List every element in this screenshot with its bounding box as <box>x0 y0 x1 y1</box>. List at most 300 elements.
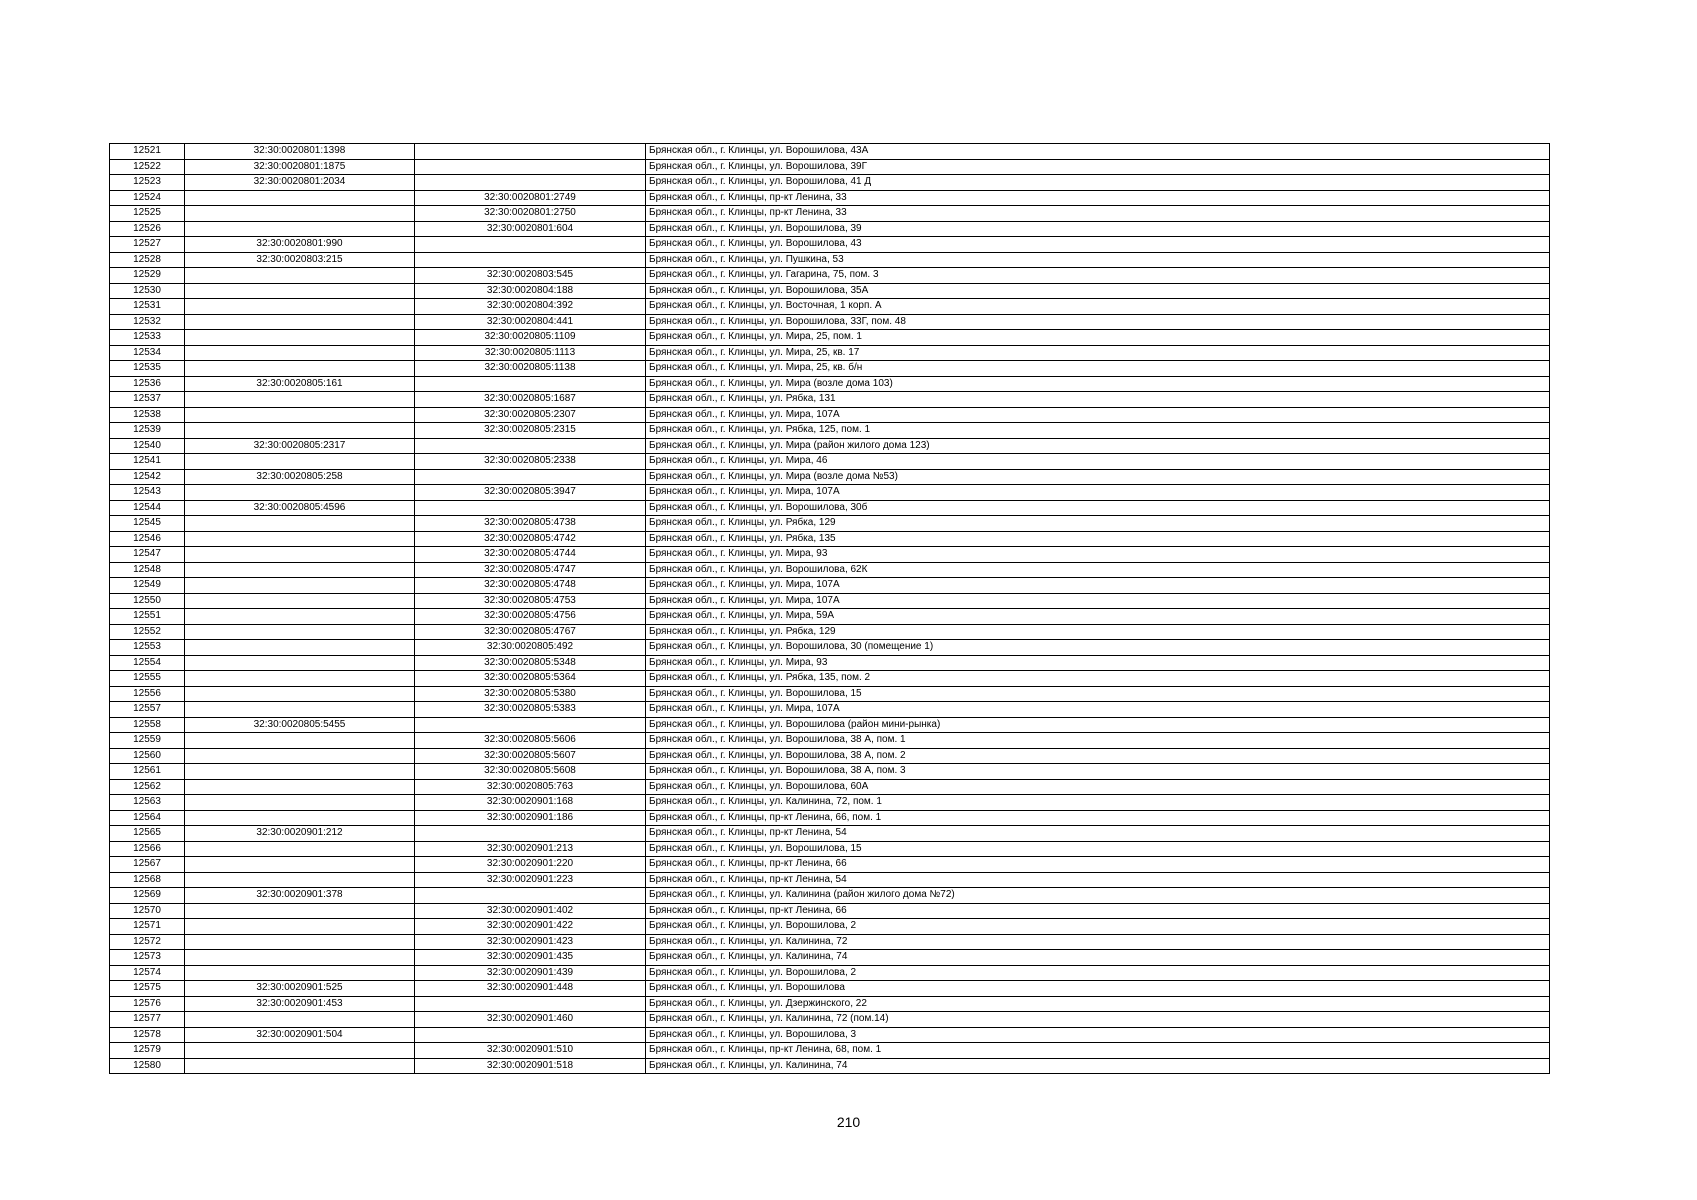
address-cell: Брянская обл., г. Клинцы, ул. Мира, 25, кв. 17 <box>646 345 1550 361</box>
row-number-cell: 12562 <box>110 779 185 795</box>
row-number-cell: 12528 <box>110 252 185 268</box>
address-cell: Брянская обл., г. Клинцы, ул. Ворошилова, 41 Д <box>646 175 1550 191</box>
land-cadastral-number-cell: 32:30:0020901:504 <box>185 1027 415 1043</box>
address-cell: Брянская обл., г. Клинцы, ул. Калинина (район жилого дома №72) <box>646 888 1550 904</box>
building-cadastral-number-cell: 32:30:0020801:604 <box>415 221 646 237</box>
address-cell: Брянская обл., г. Клинцы, пр-кт Ленина, 54 <box>646 826 1550 842</box>
land-cadastral-number-cell: 32:30:0020801:2034 <box>185 175 415 191</box>
land-cadastral-number-cell <box>185 392 415 408</box>
address-cell: Брянская обл., г. Клинцы, ул. Калинина, 74 <box>646 950 1550 966</box>
building-cadastral-number-cell: 32:30:0020805:1687 <box>415 392 646 408</box>
table-row <box>110 748 1550 764</box>
building-cadastral-number-cell: 32:30:0020805:1138 <box>415 361 646 377</box>
address-cell: Брянская обл., г. Клинцы, ул. Мира, 93 <box>646 655 1550 671</box>
land-cadastral-number-cell <box>185 485 415 501</box>
address-cell: Брянская обл., г. Клинцы, ул. Рябка, 129 <box>646 624 1550 640</box>
row-number-cell: 12533 <box>110 330 185 346</box>
address-cell: Брянская обл., г. Клинцы, ул. Калинина, 74 <box>646 1058 1550 1074</box>
land-cadastral-number-cell <box>185 702 415 718</box>
table-row <box>110 500 1550 516</box>
address-cell: Брянская обл., г. Клинцы, ул. Мира, 107А <box>646 407 1550 423</box>
address-cell: Брянская обл., г. Клинцы, ул. Рябка, 135 <box>646 531 1550 547</box>
table-row <box>110 934 1550 950</box>
land-cadastral-number-cell <box>185 206 415 222</box>
building-cadastral-number-cell <box>415 159 646 175</box>
land-cadastral-number-cell <box>185 624 415 640</box>
row-number-cell: 12559 <box>110 733 185 749</box>
table-row <box>110 578 1550 594</box>
building-cadastral-number-cell <box>415 237 646 253</box>
row-number-cell: 12550 <box>110 593 185 609</box>
row-number-cell: 12569 <box>110 888 185 904</box>
land-cadastral-number-cell: 32:30:0020801:1398 <box>185 144 415 160</box>
table-row <box>110 981 1550 997</box>
row-number-cell: 12580 <box>110 1058 185 1074</box>
table-row <box>110 252 1550 268</box>
table-row <box>110 299 1550 315</box>
table-row <box>110 810 1550 826</box>
land-cadastral-number-cell <box>185 516 415 532</box>
building-cadastral-number-cell: 32:30:0020805:4744 <box>415 547 646 563</box>
address-cell: Брянская обл., г. Клинцы, ул. Ворошилова, 43А <box>646 144 1550 160</box>
land-cadastral-number-cell <box>185 578 415 594</box>
land-cadastral-number-cell: 32:30:0020901:453 <box>185 996 415 1012</box>
row-number-cell: 12546 <box>110 531 185 547</box>
table-row <box>110 733 1550 749</box>
row-number-cell: 12536 <box>110 376 185 392</box>
row-number-cell: 12561 <box>110 764 185 780</box>
land-cadastral-number-cell <box>185 593 415 609</box>
building-cadastral-number-cell <box>415 888 646 904</box>
table-row <box>110 283 1550 299</box>
address-cell: Брянская обл., г. Клинцы, ул. Дзержинского, 22 <box>646 996 1550 1012</box>
row-number-cell: 12560 <box>110 748 185 764</box>
table-row <box>110 671 1550 687</box>
row-number-cell: 12530 <box>110 283 185 299</box>
row-number-cell: 12531 <box>110 299 185 315</box>
address-cell: Брянская обл., г. Клинцы, ул. Калинина, 72, пом. 1 <box>646 795 1550 811</box>
register-table-body <box>110 144 1550 1074</box>
table-row <box>110 1012 1550 1028</box>
land-cadastral-number-cell <box>185 345 415 361</box>
building-cadastral-number-cell <box>415 438 646 454</box>
land-cadastral-number-cell: 32:30:0020901:378 <box>185 888 415 904</box>
land-cadastral-number-cell <box>185 190 415 206</box>
row-number-cell: 12539 <box>110 423 185 439</box>
row-number-cell: 12542 <box>110 469 185 485</box>
building-cadastral-number-cell <box>415 826 646 842</box>
building-cadastral-number-cell: 32:30:0020805:5606 <box>415 733 646 749</box>
land-cadastral-number-cell: 32:30:0020805:5455 <box>185 717 415 733</box>
table-row <box>110 655 1550 671</box>
row-number-cell: 12573 <box>110 950 185 966</box>
address-cell: Брянская обл., г. Клинцы, ул. Мира (возле дома 103) <box>646 376 1550 392</box>
row-number-cell: 12566 <box>110 841 185 857</box>
address-cell: Брянская обл., г. Клинцы, ул. Ворошилова (район мини-рынка) <box>646 717 1550 733</box>
table-row <box>110 965 1550 981</box>
land-cadastral-number-cell <box>185 454 415 470</box>
table-row <box>110 903 1550 919</box>
address-cell: Брянская обл., г. Клинцы, ул. Рябка, 129 <box>646 516 1550 532</box>
building-cadastral-number-cell: 32:30:0020901:460 <box>415 1012 646 1028</box>
address-cell: Брянская обл., г. Клинцы, ул. Рябка, 125, пом. 1 <box>646 423 1550 439</box>
building-cadastral-number-cell: 32:30:0020805:4748 <box>415 578 646 594</box>
page-number: 210 <box>836 1114 861 1130</box>
address-cell: Брянская обл., г. Клинцы, ул. Мира, 59А <box>646 609 1550 625</box>
land-cadastral-number-cell <box>185 1058 415 1074</box>
address-cell: Брянская обл., г. Клинцы, ул. Ворошилова, 2 <box>646 919 1550 935</box>
row-number-cell: 12565 <box>110 826 185 842</box>
building-cadastral-number-cell <box>415 469 646 485</box>
address-cell: Брянская обл., г. Клинцы, ул. Ворошилова, 38 А, пом. 3 <box>646 764 1550 780</box>
building-cadastral-number-cell: 32:30:0020801:2750 <box>415 206 646 222</box>
row-number-cell: 12527 <box>110 237 185 253</box>
row-number-cell: 12538 <box>110 407 185 423</box>
row-number-cell: 12547 <box>110 547 185 563</box>
address-cell: Брянская обл., г. Клинцы, ул. Ворошилова, 39Г <box>646 159 1550 175</box>
table-row <box>110 547 1550 563</box>
building-cadastral-number-cell: 32:30:0020901:168 <box>415 795 646 811</box>
land-cadastral-number-cell <box>185 857 415 873</box>
table-row <box>110 438 1550 454</box>
building-cadastral-number-cell: 32:30:0020901:402 <box>415 903 646 919</box>
row-number-cell: 12579 <box>110 1043 185 1059</box>
row-number-cell: 12556 <box>110 686 185 702</box>
table-row <box>110 795 1550 811</box>
building-cadastral-number-cell: 32:30:0020805:1109 <box>415 330 646 346</box>
address-cell: Брянская обл., г. Клинцы, ул. Гагарина, 75, пом. 3 <box>646 268 1550 284</box>
row-number-cell: 12570 <box>110 903 185 919</box>
land-cadastral-number-cell <box>185 795 415 811</box>
building-cadastral-number-cell: 32:30:0020805:763 <box>415 779 646 795</box>
building-cadastral-number-cell: 32:30:0020805:3947 <box>415 485 646 501</box>
land-cadastral-number-cell <box>185 531 415 547</box>
land-cadastral-number-cell <box>185 950 415 966</box>
building-cadastral-number-cell <box>415 252 646 268</box>
building-cadastral-number-cell: 32:30:0020803:545 <box>415 268 646 284</box>
land-cadastral-number-cell: 32:30:0020801:1875 <box>185 159 415 175</box>
building-cadastral-number-cell: 32:30:0020804:441 <box>415 314 646 330</box>
table-row <box>110 531 1550 547</box>
row-number-cell: 12526 <box>110 221 185 237</box>
row-number-cell: 12571 <box>110 919 185 935</box>
building-cadastral-number-cell: 32:30:0020901:448 <box>415 981 646 997</box>
land-cadastral-number-cell <box>185 1012 415 1028</box>
building-cadastral-number-cell: 32:30:0020901:435 <box>415 950 646 966</box>
land-cadastral-number-cell <box>185 965 415 981</box>
land-cadastral-number-cell <box>185 640 415 656</box>
row-number-cell: 12537 <box>110 392 185 408</box>
table-row <box>110 206 1550 222</box>
table-row <box>110 919 1550 935</box>
building-cadastral-number-cell <box>415 717 646 733</box>
land-cadastral-number-cell <box>185 686 415 702</box>
building-cadastral-number-cell <box>415 1027 646 1043</box>
building-cadastral-number-cell: 32:30:0020805:4767 <box>415 624 646 640</box>
table-row <box>110 640 1550 656</box>
address-cell: Брянская обл., г. Клинцы, ул. Мира, 107А <box>646 578 1550 594</box>
row-number-cell: 12548 <box>110 562 185 578</box>
table-row <box>110 144 1550 160</box>
row-number-cell: 12545 <box>110 516 185 532</box>
address-cell: Брянская обл., г. Клинцы, ул. Пушкина, 53 <box>646 252 1550 268</box>
address-cell: Брянская обл., г. Клинцы, ул. Калинина, 72 (пом.14) <box>646 1012 1550 1028</box>
building-cadastral-number-cell: 32:30:0020805:5380 <box>415 686 646 702</box>
address-cell: Брянская обл., г. Клинцы, ул. Мира (район жилого дома 123) <box>646 438 1550 454</box>
row-number-cell: 12521 <box>110 144 185 160</box>
table-row <box>110 593 1550 609</box>
table-row <box>110 268 1550 284</box>
land-cadastral-number-cell <box>185 748 415 764</box>
row-number-cell: 12532 <box>110 314 185 330</box>
address-cell: Брянская обл., г. Клинцы, ул. Калинина, 72 <box>646 934 1550 950</box>
building-cadastral-number-cell: 32:30:0020805:2338 <box>415 454 646 470</box>
table-row <box>110 624 1550 640</box>
table-row <box>110 361 1550 377</box>
building-cadastral-number-cell: 32:30:0020901:213 <box>415 841 646 857</box>
land-cadastral-number-cell <box>185 671 415 687</box>
address-cell: Брянская обл., г. Клинцы, пр-кт Ленина, 33 <box>646 206 1550 222</box>
address-cell: Брянская обл., г. Клинцы, ул. Ворошилова, 2 <box>646 965 1550 981</box>
table-row <box>110 562 1550 578</box>
building-cadastral-number-cell <box>415 500 646 516</box>
building-cadastral-number-cell: 32:30:0020805:4747 <box>415 562 646 578</box>
building-cadastral-number-cell: 32:30:0020805:5348 <box>415 655 646 671</box>
address-cell: Брянская обл., г. Клинцы, ул. Рябка, 135, пом. 2 <box>646 671 1550 687</box>
address-cell: Брянская обл., г. Клинцы, ул. Восточная, 1 корп. А <box>646 299 1550 315</box>
land-cadastral-number-cell: 32:30:0020805:258 <box>185 469 415 485</box>
table-row <box>110 702 1550 718</box>
land-cadastral-number-cell <box>185 872 415 888</box>
row-number-cell: 12525 <box>110 206 185 222</box>
row-number-cell: 12524 <box>110 190 185 206</box>
land-cadastral-number-cell: 32:30:0020803:215 <box>185 252 415 268</box>
building-cadastral-number-cell: 32:30:0020805:1113 <box>415 345 646 361</box>
land-cadastral-number-cell <box>185 841 415 857</box>
row-number-cell: 12551 <box>110 609 185 625</box>
building-cadastral-number-cell: 32:30:0020805:5383 <box>415 702 646 718</box>
address-cell: Брянская обл., г. Клинцы, ул. Ворошилова, 15 <box>646 841 1550 857</box>
land-cadastral-number-cell <box>185 810 415 826</box>
address-cell: Брянская обл., г. Клинцы, ул. Ворошилова <box>646 981 1550 997</box>
table-row <box>110 826 1550 842</box>
row-number-cell: 12552 <box>110 624 185 640</box>
address-cell: Брянская обл., г. Клинцы, ул. Ворошилова, 33Г, пом. 48 <box>646 314 1550 330</box>
row-number-cell: 12567 <box>110 857 185 873</box>
row-number-cell: 12553 <box>110 640 185 656</box>
land-cadastral-number-cell <box>185 919 415 935</box>
address-cell: Брянская обл., г. Клинцы, ул. Мира, 46 <box>646 454 1550 470</box>
address-cell: Брянская обл., г. Клинцы, ул. Ворошилова, 39 <box>646 221 1550 237</box>
land-cadastral-number-cell <box>185 562 415 578</box>
table-row <box>110 237 1550 253</box>
land-cadastral-number-cell <box>185 655 415 671</box>
table-row <box>110 190 1550 206</box>
land-cadastral-number-cell <box>185 423 415 439</box>
table-row <box>110 314 1550 330</box>
row-number-cell: 12522 <box>110 159 185 175</box>
row-number-cell: 12534 <box>110 345 185 361</box>
row-number-cell: 12578 <box>110 1027 185 1043</box>
table-row <box>110 888 1550 904</box>
table-row <box>110 454 1550 470</box>
building-cadastral-number-cell: 32:30:0020805:5608 <box>415 764 646 780</box>
land-cadastral-number-cell <box>185 268 415 284</box>
land-cadastral-number-cell <box>185 299 415 315</box>
building-cadastral-number-cell: 32:30:0020804:392 <box>415 299 646 315</box>
row-number-cell: 12549 <box>110 578 185 594</box>
land-cadastral-number-cell <box>185 1043 415 1059</box>
land-cadastral-number-cell <box>185 361 415 377</box>
row-number-cell: 12572 <box>110 934 185 950</box>
land-cadastral-number-cell: 32:30:0020801:990 <box>185 237 415 253</box>
table-row <box>110 159 1550 175</box>
address-cell: Брянская обл., г. Клинцы, пр-кт Ленина, 33 <box>646 190 1550 206</box>
table-row <box>110 485 1550 501</box>
building-cadastral-number-cell: 32:30:0020901:223 <box>415 872 646 888</box>
building-cadastral-number-cell: 32:30:0020901:423 <box>415 934 646 950</box>
building-cadastral-number-cell: 32:30:0020805:4756 <box>415 609 646 625</box>
row-number-cell: 12575 <box>110 981 185 997</box>
address-cell: Брянская обл., г. Клинцы, ул. Ворошилова, 35А <box>646 283 1550 299</box>
table-row <box>110 841 1550 857</box>
building-cadastral-number-cell: 32:30:0020805:4738 <box>415 516 646 532</box>
row-number-cell: 12554 <box>110 655 185 671</box>
address-cell: Брянская обл., г. Клинцы, ул. Ворошилова, 62К <box>646 562 1550 578</box>
table-row <box>110 175 1550 191</box>
land-cadastral-number-cell: 32:30:0020901:525 <box>185 981 415 997</box>
building-cadastral-number-cell <box>415 175 646 191</box>
land-cadastral-number-cell <box>185 283 415 299</box>
land-cadastral-number-cell <box>185 733 415 749</box>
row-number-cell: 12577 <box>110 1012 185 1028</box>
building-cadastral-number-cell: 32:30:0020901:518 <box>415 1058 646 1074</box>
building-cadastral-number-cell: 32:30:0020901:422 <box>415 919 646 935</box>
table-row <box>110 950 1550 966</box>
row-number-cell: 12564 <box>110 810 185 826</box>
table-row <box>110 516 1550 532</box>
row-number-cell: 12557 <box>110 702 185 718</box>
row-number-cell: 12574 <box>110 965 185 981</box>
table-row <box>110 469 1550 485</box>
address-cell: Брянская обл., г. Клинцы, ул. Ворошилова, 15 <box>646 686 1550 702</box>
address-cell: Брянская обл., г. Клинцы, пр-кт Ленина, 54 <box>646 872 1550 888</box>
row-number-cell: 12568 <box>110 872 185 888</box>
table-row <box>110 376 1550 392</box>
land-cadastral-number-cell <box>185 934 415 950</box>
building-cadastral-number-cell: 32:30:0020805:5364 <box>415 671 646 687</box>
building-cadastral-number-cell: 32:30:0020805:4753 <box>415 593 646 609</box>
address-cell: Брянская обл., г. Клинцы, ул. Рябка, 131 <box>646 392 1550 408</box>
table-row <box>110 345 1550 361</box>
table-row <box>110 1043 1550 1059</box>
address-cell: Брянская обл., г. Клинцы, ул. Ворошилова, 38 А, пом. 2 <box>646 748 1550 764</box>
table-row <box>110 221 1550 237</box>
row-number-cell: 12558 <box>110 717 185 733</box>
table-row <box>110 779 1550 795</box>
address-cell: Брянская обл., г. Клинцы, пр-кт Ленина, 66 <box>646 903 1550 919</box>
table-row <box>110 686 1550 702</box>
land-cadastral-number-cell: 32:30:0020901:212 <box>185 826 415 842</box>
address-cell: Брянская обл., г. Клинцы, ул. Ворошилова, 30 (помещение 1) <box>646 640 1550 656</box>
address-cell: Брянская обл., г. Клинцы, пр-кт Ленина, 68, пом. 1 <box>646 1043 1550 1059</box>
address-cell: Брянская обл., г. Клинцы, ул. Ворошилова, 38 А, пом. 1 <box>646 733 1550 749</box>
land-cadastral-number-cell <box>185 547 415 563</box>
row-number-cell: 12541 <box>110 454 185 470</box>
building-cadastral-number-cell <box>415 996 646 1012</box>
table-row <box>110 407 1550 423</box>
building-cadastral-number-cell: 32:30:0020901:439 <box>415 965 646 981</box>
table-row <box>110 330 1550 346</box>
row-number-cell: 12563 <box>110 795 185 811</box>
row-number-cell: 12540 <box>110 438 185 454</box>
building-cadastral-number-cell: 32:30:0020901:220 <box>415 857 646 873</box>
land-cadastral-number-cell <box>185 407 415 423</box>
land-cadastral-number-cell <box>185 764 415 780</box>
table-row <box>110 423 1550 439</box>
address-cell: Брянская обл., г. Клинцы, пр-кт Ленина, 66, пом. 1 <box>646 810 1550 826</box>
table-row <box>110 1058 1550 1074</box>
table-row <box>110 764 1550 780</box>
table-row <box>110 392 1550 408</box>
address-cell: Брянская обл., г. Клинцы, ул. Мира, 107А <box>646 485 1550 501</box>
address-cell: Брянская обл., г. Клинцы, ул. Ворошилова, 3 <box>646 1027 1550 1043</box>
row-number-cell: 12576 <box>110 996 185 1012</box>
building-cadastral-number-cell: 32:30:0020804:188 <box>415 283 646 299</box>
land-cadastral-number-cell <box>185 609 415 625</box>
address-cell: Брянская обл., г. Клинцы, ул. Мира, 107А <box>646 593 1550 609</box>
building-cadastral-number-cell <box>415 376 646 392</box>
address-cell: Брянская обл., г. Клинцы, ул. Ворошилова, 60А <box>646 779 1550 795</box>
land-cadastral-number-cell <box>185 779 415 795</box>
row-number-cell: 12529 <box>110 268 185 284</box>
land-cadastral-number-cell <box>185 221 415 237</box>
building-cadastral-number-cell: 32:30:0020805:2307 <box>415 407 646 423</box>
address-cell: Брянская обл., г. Клинцы, ул. Мира, 107А <box>646 702 1550 718</box>
address-cell: Брянская обл., г. Клинцы, ул. Мира, 93 <box>646 547 1550 563</box>
address-cell: Брянская обл., г. Клинцы, ул. Ворошилова, 43 <box>646 237 1550 253</box>
table-row <box>110 717 1550 733</box>
row-number-cell: 12523 <box>110 175 185 191</box>
cadastral-register-table <box>109 143 1550 1074</box>
land-cadastral-number-cell <box>185 330 415 346</box>
land-cadastral-number-cell <box>185 314 415 330</box>
table-row <box>110 609 1550 625</box>
table-row <box>110 1027 1550 1043</box>
building-cadastral-number-cell: 32:30:0020901:510 <box>415 1043 646 1059</box>
row-number-cell: 12543 <box>110 485 185 501</box>
row-number-cell: 12555 <box>110 671 185 687</box>
building-cadastral-number-cell: 32:30:0020805:5607 <box>415 748 646 764</box>
address-cell: Брянская обл., г. Клинцы, пр-кт Ленина, 66 <box>646 857 1550 873</box>
table-row <box>110 996 1550 1012</box>
address-cell: Брянская обл., г. Клинцы, ул. Мира, 25, кв. б/н <box>646 361 1550 377</box>
land-cadastral-number-cell: 32:30:0020805:161 <box>185 376 415 392</box>
table-row <box>110 857 1550 873</box>
row-number-cell: 12535 <box>110 361 185 377</box>
table-row <box>110 872 1550 888</box>
address-cell: Брянская обл., г. Клинцы, ул. Мира, 25, пом. 1 <box>646 330 1550 346</box>
building-cadastral-number-cell: 32:30:0020805:4742 <box>415 531 646 547</box>
land-cadastral-number-cell: 32:30:0020805:4596 <box>185 500 415 516</box>
building-cadastral-number-cell: 32:30:0020801:2749 <box>415 190 646 206</box>
land-cadastral-number-cell <box>185 903 415 919</box>
building-cadastral-number-cell <box>415 144 646 160</box>
row-number-cell: 12544 <box>110 500 185 516</box>
building-cadastral-number-cell: 32:30:0020805:2315 <box>415 423 646 439</box>
building-cadastral-number-cell: 32:30:0020805:492 <box>415 640 646 656</box>
address-cell: Брянская обл., г. Клинцы, ул. Мира (возле дома №53) <box>646 469 1550 485</box>
